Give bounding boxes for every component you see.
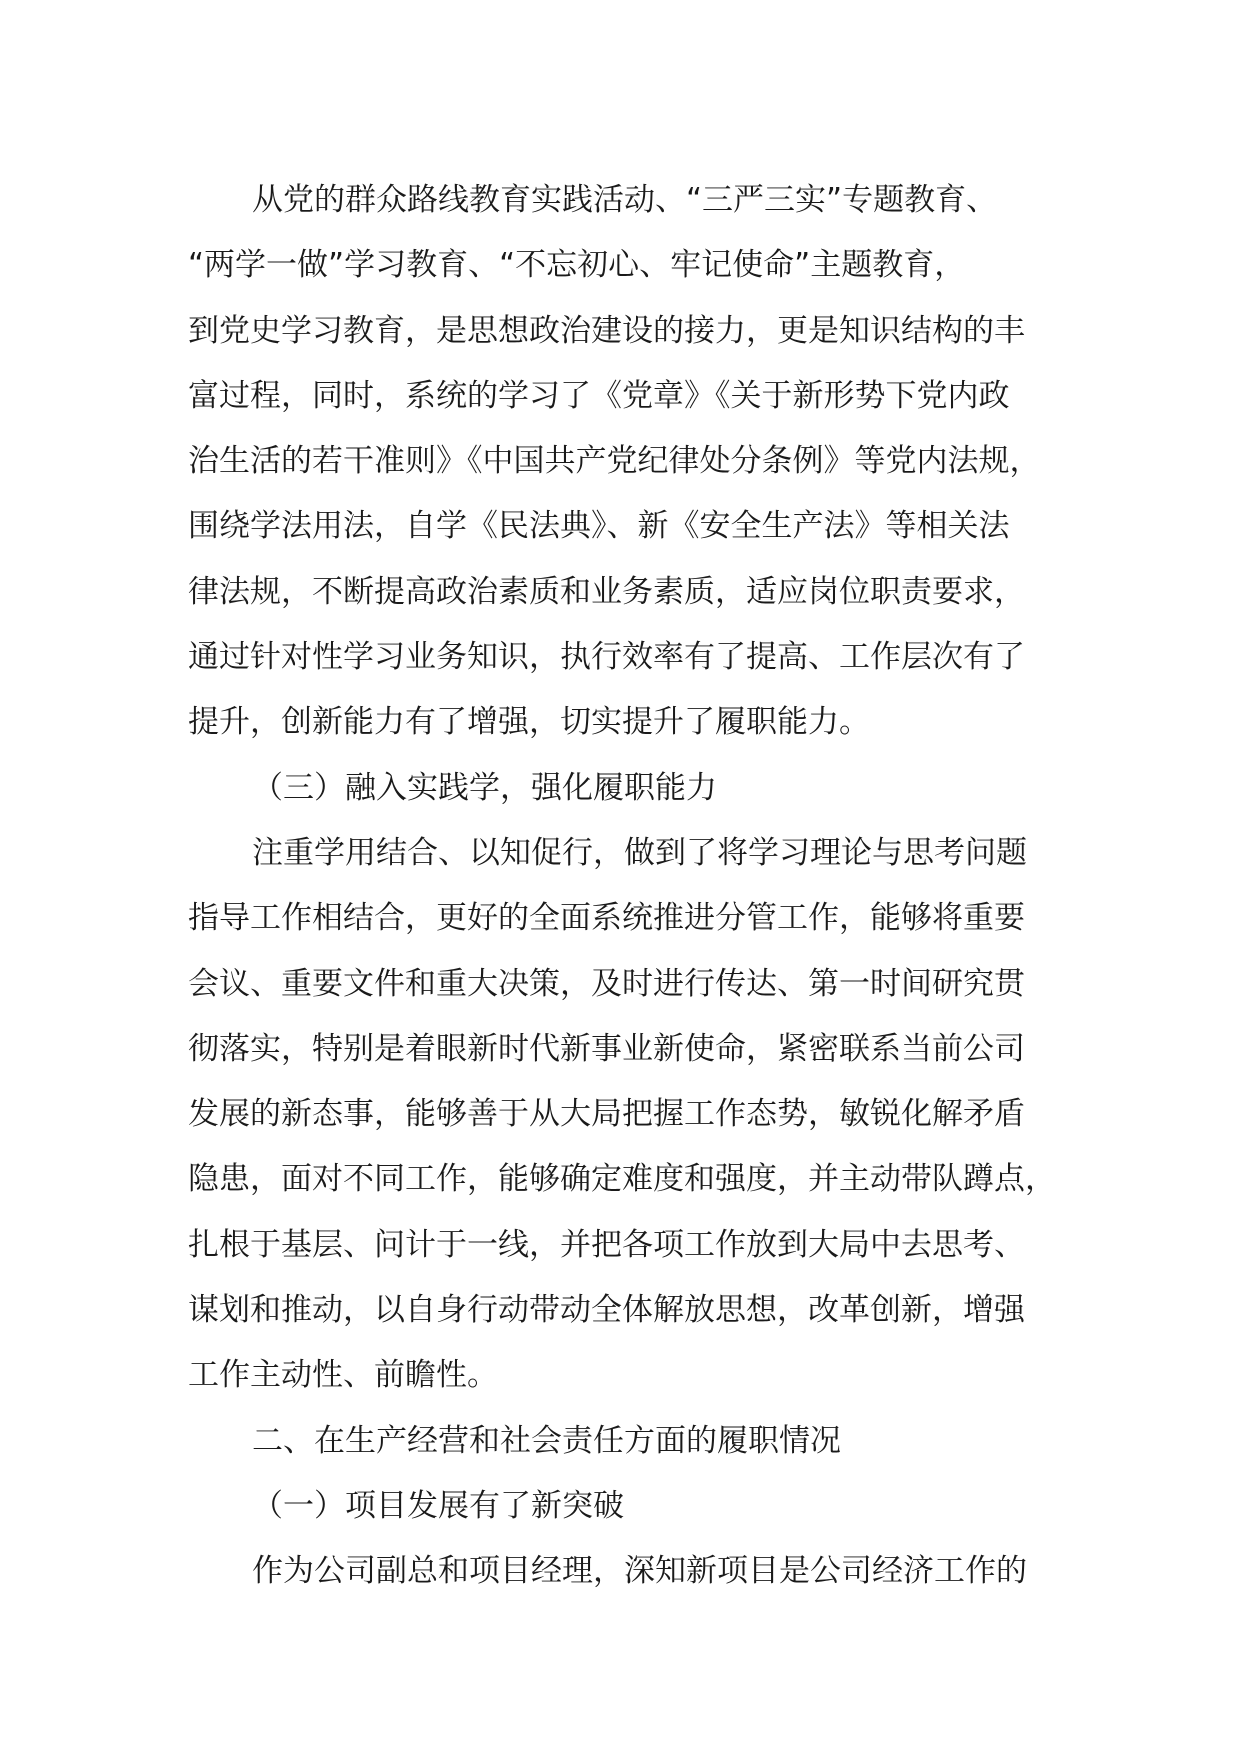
paragraph-line: 指导工作相结合，更好的全面系统推进分管工作，能够将重要 [188, 900, 1025, 937]
paragraph-line: 治生活的若干准则》《中国共产党纪律处分条例》等党内法规， [188, 443, 1041, 480]
paragraph-line: 发展的新态事，能够善于从大局把握工作态势，敏锐化解矛盾 [188, 1096, 1025, 1133]
paragraph-line: 作为公司副总和项目经理，深知新项目是公司经济工作的 [252, 1553, 1027, 1590]
chapter-heading: 二、在生产经营和社会责任方面的履职情况 [252, 1422, 841, 1459]
paragraph-line: 扎根于基层、问计于一线，并把各项工作放到大局中去思考、 [188, 1226, 1025, 1263]
paragraph-line: 通过针对性学习业务知识，执行效率有了提高、工作层次有了 [188, 639, 1025, 676]
section-heading: （一）项目发展有了新突破 [252, 1487, 624, 1524]
paragraph-line: 从党的群众路线教育实践活动、“三严三实”专题教育、 [252, 182, 998, 218]
paragraph-line: “两学一做”学习教育、“不忘初心、牢记使命”主题教育， [188, 247, 966, 284]
section-heading: （三）融入实践学，强化履职能力 [252, 769, 717, 806]
paragraph-line: 工作主动性、前瞻性。 [188, 1357, 498, 1394]
paragraph-line: 律法规，不断提高政治素质和业务素质，适应岗位职责要求， [188, 573, 1025, 610]
paragraph-line: 注重学用结合、以知促行，做到了将学习理论与思考问题 [252, 834, 1027, 871]
paragraph-line: 谋划和推动，以自身行动带动全体解放思想，改革创新，增强 [188, 1292, 1025, 1329]
paragraph-line: 隐患，面对不同工作，能够确定难度和强度，并主动带队蹲点， [188, 1161, 1056, 1198]
paragraph-line: 到党史学习教育，是思想政治建设的接力，更是知识结构的丰 [188, 312, 1025, 349]
body-text [188, 168, 1088, 1605]
paragraph-line: 会议、重要文件和重大决策，及时进行传达、第一时间研究贯 [188, 965, 1025, 1002]
paragraph-line: 提升，创新能力有了增强，切实提升了履职能力。 [188, 704, 870, 741]
paragraph-line: 彻落实，特别是着眼新时代新事业新使命，紧密联系当前公司 [188, 1030, 1025, 1067]
paragraph-line: 围绕学法用法，自学《民法典》、新《安全生产法》等相关法 [188, 508, 1010, 545]
paragraph-line: 富过程，同时，系统的学习了《党章》《关于新形势下党内政 [188, 377, 1010, 414]
